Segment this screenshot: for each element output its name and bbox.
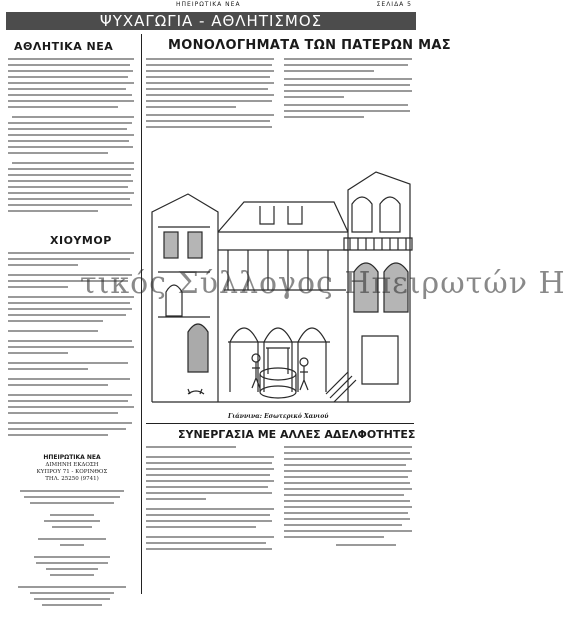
sports-news-heading: ΑΘΛΗΤΙΚΑ ΝΕΑ: [14, 40, 114, 53]
section-banner: ΨΥΧΑΓΩΓΙΑ - ΑΘΛΗΤΙΣΜΟΣ: [6, 12, 416, 30]
illustration-caption: Γιάννινα: Εσωτερικό Χανιού: [228, 413, 329, 420]
masthead-address: ΚΥΠΡΟΥ 71 - ΚΟΡΙΝΘΟΣ: [36, 469, 108, 475]
page-header: [6, 0, 416, 10]
association-watermark: τικός Σύλλογος Ηπειρωτών Η: [80, 266, 566, 301]
masthead-subtitle: ΔΙΜΗΝΗ ΕΚΔΟΣΗ: [45, 462, 99, 468]
imprint-body: [10, 490, 134, 620]
cooperation-body: [146, 446, 414, 596]
masthead: [20, 454, 124, 482]
monologues-body: [146, 58, 414, 128]
article-divider: [146, 423, 414, 424]
sports-news-body: [8, 58, 136, 228]
column-divider: [141, 34, 142, 594]
masthead-phone: ΤΗΛ. 25250 (9741): [45, 476, 99, 482]
left-column: [6, 34, 138, 594]
cooperation-heading: ΣΥΝΕΡΓΑΣΙΑ ΜΕ ΑΛΛΕΣ ΑΔΕΛΦΟΤΗΤΕΣ: [178, 428, 416, 441]
monologues-heading: ΜΟΝΟΛΟΓΗΜΑΤΑ ΤΩΝ ΠΑΤΕΡΩΝ ΜΑΣ: [168, 38, 451, 53]
masthead-title: ΗΠΕΙΡΩΤΙΚΑ ΝΕΑ: [43, 454, 101, 461]
header-publication-name: ΗΠΕΙΡΩΤΙΚΑ ΝΕΑ: [176, 1, 241, 8]
header-page-number: ΣΕΛΙΔΑ 5: [376, 1, 412, 8]
humor-heading: ΧΙΟΥΜΟΡ: [50, 234, 112, 247]
